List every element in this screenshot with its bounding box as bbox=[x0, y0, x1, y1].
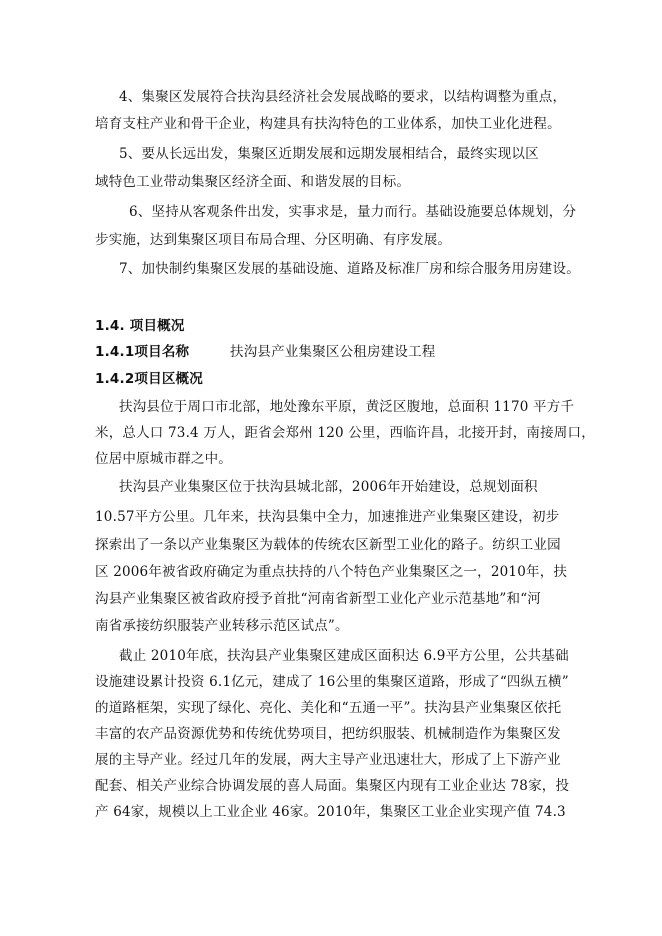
body-line: 南省承接纺织服装产业转移示范区试点”。 bbox=[95, 618, 349, 634]
paragraph-line: 培育支柱产业和骨干企业，构建具有扶沟特色的工业体系，加快工业化进程。 bbox=[95, 116, 561, 132]
body-line: 扶沟县位于周口市北部，地处豫东平原，黄泛区腹地，总面积 1170 平方千 bbox=[119, 399, 575, 415]
project-name: 扶沟县产业集聚区公租房建设工程 bbox=[230, 344, 436, 360]
body-line: 探索出了一条以产业集聚区为载体的传统农区新型工业化的路子。纺织工业园 bbox=[95, 537, 561, 553]
body-line: 扶沟县产业集聚区位于扶沟县城北部，2006年开始建设，总规划面积 bbox=[119, 479, 538, 495]
body-line: 沟县产业集聚区被省政府授予首批“河南省新型工业化产业示范基地”和“河 bbox=[95, 591, 542, 607]
body-line: 米，总人口 73.4 万人，距省会郑州 120 公里，西临许昌，北接开封，南接周口， bbox=[95, 425, 595, 441]
paragraph-line: 6、坚持从客观条件出发，实事求是，量力而行。基础设施要总体规划，分 bbox=[129, 204, 577, 220]
section-heading: 1.4. 项目概况 bbox=[95, 318, 185, 334]
body-line: 配套、相关产业综合协调发展的喜人局面。集聚区内现有工业企业达 78家，投 bbox=[95, 778, 570, 794]
paragraph-line: 域特色工业带动集聚区经济全面、和谐发展的目标。 bbox=[95, 174, 411, 190]
body-line: 位居中原城市群之中。 bbox=[95, 451, 232, 467]
body-line: 产 64家，规模以上工业企业 46家。2010年，集聚区工业企业实现产值 74.3 bbox=[95, 804, 566, 820]
paragraph-line: 4、集聚区发展符合扶沟县经济社会发展战略的要求，以结构调整为重点， bbox=[119, 89, 567, 105]
subsection-heading: 1.4.1项目名称 bbox=[95, 344, 190, 360]
body-line: 10.57平方公里。几年来，扶沟县集中全力，加速推进产业集聚区建设，初步 bbox=[95, 509, 560, 525]
body-line: 区 2006年被省政府确定为重点扶持的八个特色产业集聚区之一，2010年，扶 bbox=[95, 564, 568, 580]
paragraph-line: 5、要从长远出发，集聚区近期发展和远期发展相结合，最终实现以区 bbox=[119, 146, 539, 162]
paragraph-line: 7、加快制约集聚区发展的基础设施、道路及标准厂房和综合服务用房建设。 bbox=[119, 261, 580, 277]
body-line: 的道路框架，实现了绿化、亮化、美化和“五通一平”。扶沟县产业集聚区依托 bbox=[95, 700, 562, 716]
body-line: 设施建设累计投资 6.1亿元，建成了 16公里的集聚区道路，形成了“四纵五横” bbox=[95, 674, 569, 690]
body-line: 展的主导产业。经过几年的发展，两大主导产业迅速壮大，形成了上下游产业 bbox=[95, 752, 561, 768]
paragraph-line: 步实施，达到集聚区项目布局合理、分区明确、有序发展。 bbox=[95, 232, 452, 248]
body-line: 丰富的农产品资源优势和传统优势项目，把纺织服装、机械制造作为集聚区发 bbox=[95, 726, 561, 742]
subsection-heading: 1.4.2项目区概况 bbox=[95, 371, 203, 387]
body-line: 截止 2010年底，扶沟县产业集聚区建成区面积达 6.9平方公里，公共基础 bbox=[119, 648, 569, 664]
